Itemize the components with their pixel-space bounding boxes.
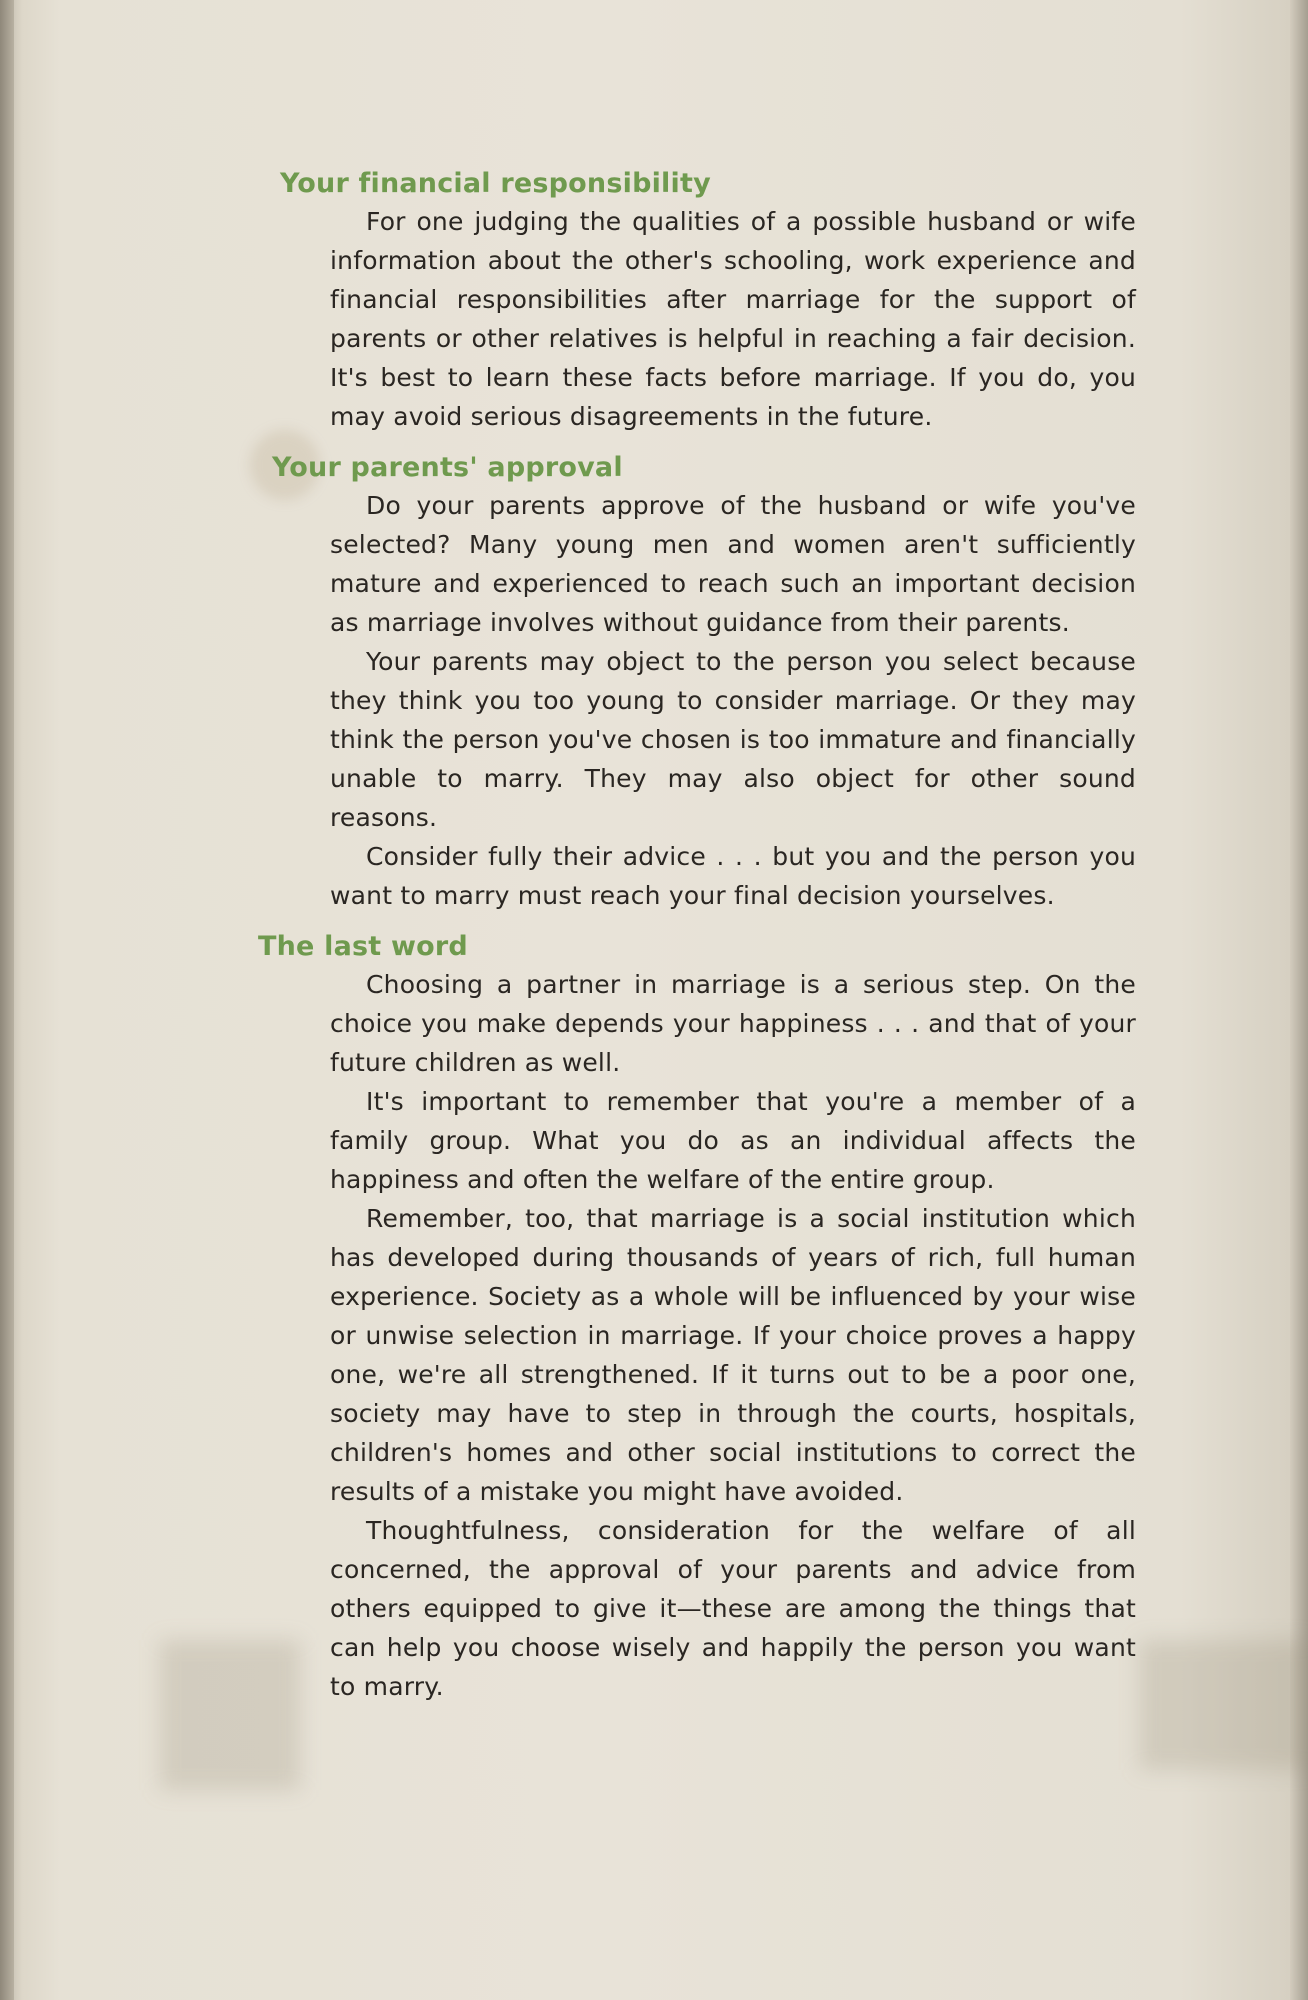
paragraph: Choosing a partner in marriage is a serious step. On the choice you make depends your happiness . . . and that of your future children as well. [330, 970, 1136, 1077]
paragraph: For one judging the qualities of a possible husband or wife information about the other's schooling, work experience and financial responsibilities after marriage for the support of parents or other relatives is helpful in reaching a fair decision. It's best to learn these facts before marriage. If you do, you may avoid serious disagreements in the future. [330, 207, 1136, 431]
section-last-word [258, 929, 1138, 1706]
page-binding-edge [0, 0, 14, 2000]
paragraph: Do your parents approve of the husband or wife you've selected? Many young men and women aren't sufficiently mature and experienced to reach such an important decision as marriage involves without guidance from their parents. [330, 491, 1136, 637]
paragraph: Your parents may object to the person you select because they think you too young to consider marriage. Or they may think the person you've chosen is too immature and financially unable to marry. They may also object for other sound reasons. [330, 647, 1136, 832]
page-content [258, 166, 1138, 1720]
section-financial-responsibility [258, 166, 1138, 436]
paper-smudge-right [1140, 1640, 1308, 1770]
paragraph: Thoughtfulness, consideration for the welfare of all concerned, the approval of your parents and advice from others equipped to give it—these are among the things that can help you choose wisely and happily the person you want to marry. [330, 1516, 1136, 1701]
paragraph: It's important to remember that you're a member of a family group. What you do as an individual affects the happiness and often the welfare of the entire group. [330, 1087, 1136, 1194]
section-heading: The last word [258, 931, 468, 962]
paragraph: Consider fully their advice . . . but you and the person you want to marry must reach your final decision yourselves. [330, 842, 1136, 910]
section-heading: Your parents' approval [272, 452, 623, 483]
section-parents-approval [258, 450, 1138, 915]
paragraph: Remember, too, that marriage is a social institution which has developed during thousands of years of rich, full human experience. Society as a whole will be influenced by your wise or unwise selection in marriage. If your choice proves a happy one, we're all strengthened. If it turns out to be a poor one, society may have to step in through the courts, hospitals, children's homes and other social institutions to correct the results of a mistake you might have avoided. [330, 1204, 1136, 1506]
section-heading: Your financial responsibility [280, 168, 711, 199]
